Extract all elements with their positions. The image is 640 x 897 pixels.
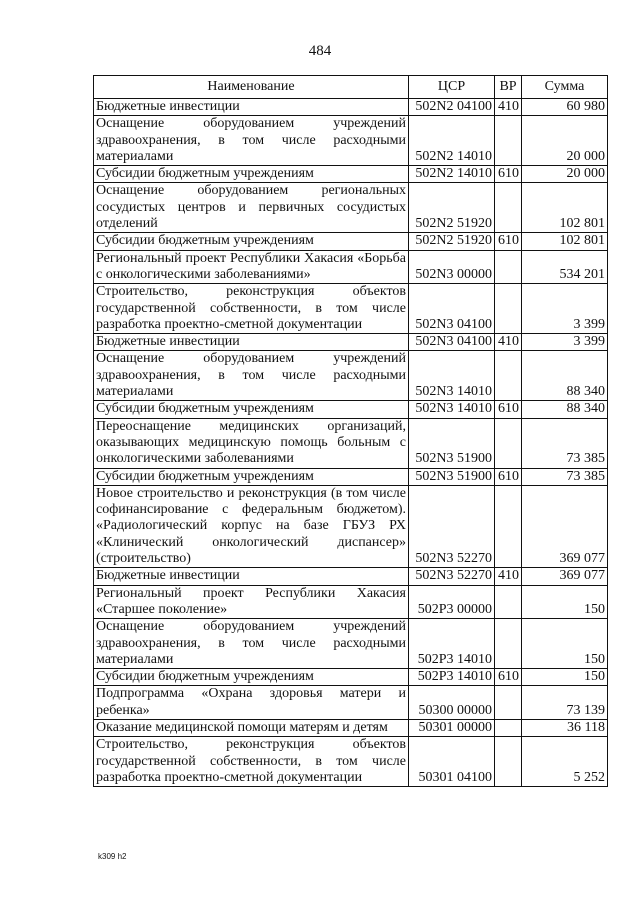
cell-csr: 502N2 51920 — [409, 233, 495, 250]
cell-sum: 36 118 — [522, 719, 608, 736]
table-row — [94, 568, 608, 585]
header-row — [94, 76, 608, 99]
cell-name: Субсидии бюджетным учреждениям — [94, 233, 409, 250]
table-row — [94, 284, 608, 334]
cell-csr: 502P3 14010 — [409, 619, 495, 669]
cell-vr — [495, 619, 522, 669]
cell-vr — [495, 418, 522, 468]
table-row — [94, 183, 608, 233]
cell-name: Бюджетные инвестиции — [94, 334, 409, 351]
cell-vr — [495, 737, 522, 787]
cell-sum: 150 — [522, 619, 608, 669]
column-header-csr: ЦСР — [409, 76, 495, 99]
cell-csr: 502N3 04100 — [409, 334, 495, 351]
cell-csr: 502P3 00000 — [409, 585, 495, 619]
cell-vr: 410 — [495, 334, 522, 351]
cell-csr: 502P3 14010 — [409, 669, 495, 686]
cell-name: Региональный проект Республики Хакасия «Борьба с онкологическими заболеваниями» — [94, 250, 409, 284]
table-row — [94, 669, 608, 686]
table-row — [94, 418, 608, 468]
cell-vr — [495, 351, 522, 401]
table-row — [94, 585, 608, 619]
cell-vr: 610 — [495, 401, 522, 418]
cell-sum: 20 000 — [522, 116, 608, 166]
cell-csr: 502N3 14010 — [409, 401, 495, 418]
cell-name: Бюджетные инвестиции — [94, 568, 409, 585]
cell-name: Подпрограмма «Охрана здоровья матери и ребенка» — [94, 686, 409, 720]
budget-table-body — [94, 99, 608, 787]
cell-name: Субсидии бюджетным учреждениям — [94, 669, 409, 686]
cell-sum: 369 077 — [522, 485, 608, 567]
table-row — [94, 116, 608, 166]
table-row — [94, 686, 608, 720]
cell-name: Строительство, реконструкция объектов государственной собственности, в том числе разработка проектно-сметной документации — [94, 284, 409, 334]
cell-name: Оснащение оборудованием учреждений здравоохранения, в том числе расходными материалами — [94, 351, 409, 401]
cell-csr: 502N3 04100 — [409, 284, 495, 334]
column-header-name: Наименование — [94, 76, 409, 99]
cell-vr: 610 — [495, 669, 522, 686]
budget-table-header — [94, 76, 608, 99]
table-row — [94, 250, 608, 284]
table-row — [94, 351, 608, 401]
table-row — [94, 737, 608, 787]
cell-name: Оказание медицинской помощи матерям и детям — [94, 719, 409, 736]
cell-csr: 502N3 52270 — [409, 568, 495, 585]
cell-csr: 502N3 00000 — [409, 250, 495, 284]
table-row — [94, 166, 608, 183]
cell-sum: 73 385 — [522, 418, 608, 468]
cell-sum: 73 385 — [522, 468, 608, 485]
cell-name: Субсидии бюджетным учреждениям — [94, 468, 409, 485]
cell-sum: 3 399 — [522, 284, 608, 334]
cell-vr — [495, 284, 522, 334]
cell-sum: 150 — [522, 669, 608, 686]
cell-name: Субсидии бюджетным учреждениям — [94, 401, 409, 418]
column-header-sum: Сумма — [522, 76, 608, 99]
cell-vr: 610 — [495, 468, 522, 485]
cell-sum: 60 980 — [522, 99, 608, 116]
cell-vr: 610 — [495, 233, 522, 250]
cell-sum: 88 340 — [522, 401, 608, 418]
cell-sum: 88 340 — [522, 351, 608, 401]
table-row — [94, 334, 608, 351]
cell-vr — [495, 116, 522, 166]
cell-sum: 20 000 — [522, 166, 608, 183]
cell-sum: 102 801 — [522, 233, 608, 250]
cell-vr: 610 — [495, 166, 522, 183]
cell-sum: 150 — [522, 585, 608, 619]
cell-vr — [495, 585, 522, 619]
cell-sum: 5 252 — [522, 737, 608, 787]
cell-csr: 502N3 52270 — [409, 485, 495, 567]
cell-name: Строительство, реконструкция объектов государственной собственности, в том числе разработка проектно-сметной документации — [94, 737, 409, 787]
column-header-vr: ВР — [495, 76, 522, 99]
cell-name: Переоснащение медицинских организаций, оказывающих медицинскую помощь больным с онкологическими заболеваниями — [94, 418, 409, 468]
cell-vr: 410 — [495, 99, 522, 116]
cell-vr: 410 — [495, 568, 522, 585]
table-row — [94, 99, 608, 116]
cell-csr: 502N3 51900 — [409, 468, 495, 485]
cell-name: Оснащение оборудованием региональных сосудистых центров и первичных сосудистых отделений — [94, 183, 409, 233]
cell-vr — [495, 250, 522, 284]
cell-csr: 502N3 51900 — [409, 418, 495, 468]
footer-code: k309 h2 — [98, 852, 127, 861]
page-number: 484 — [308, 43, 332, 59]
cell-csr: 502N2 04100 — [409, 99, 495, 116]
table-row — [94, 619, 608, 669]
cell-name: Новое строительство и реконструкция (в том числе софинансирование с федеральным бюджетом). «Радиологический корпус на базе ГБУЗ РХ «Клинический онкологический диспансер» (строительство) — [94, 485, 409, 567]
cell-sum: 3 399 — [522, 334, 608, 351]
cell-name: Оснащение оборудованием учреждений здравоохранения, в том числе расходными материалами — [94, 619, 409, 669]
table-row — [94, 233, 608, 250]
table-row — [94, 468, 608, 485]
cell-csr: 50300 00000 — [409, 686, 495, 720]
cell-name: Субсидии бюджетным учреждениям — [94, 166, 409, 183]
cell-name: Бюджетные инвестиции — [94, 99, 409, 116]
cell-name: Региональный проект Республики Хакасия «Старшее поколение» — [94, 585, 409, 619]
cell-csr: 502N2 51920 — [409, 183, 495, 233]
table-row — [94, 719, 608, 736]
cell-csr: 502N2 14010 — [409, 116, 495, 166]
cell-name: Оснащение оборудованием учреждений здравоохранения, в том числе расходными материалами — [94, 116, 409, 166]
cell-sum: 102 801 — [522, 183, 608, 233]
cell-csr: 50301 00000 — [409, 719, 495, 736]
cell-sum: 534 201 — [522, 250, 608, 284]
budget-table — [93, 75, 608, 787]
table-row — [94, 401, 608, 418]
cell-csr: 502N2 14010 — [409, 166, 495, 183]
cell-csr: 50301 04100 — [409, 737, 495, 787]
cell-vr — [495, 719, 522, 736]
cell-vr — [495, 183, 522, 233]
cell-vr — [495, 485, 522, 567]
cell-sum: 369 077 — [522, 568, 608, 585]
cell-sum: 73 139 — [522, 686, 608, 720]
table-row — [94, 485, 608, 567]
cell-csr: 502N3 14010 — [409, 351, 495, 401]
cell-vr — [495, 686, 522, 720]
